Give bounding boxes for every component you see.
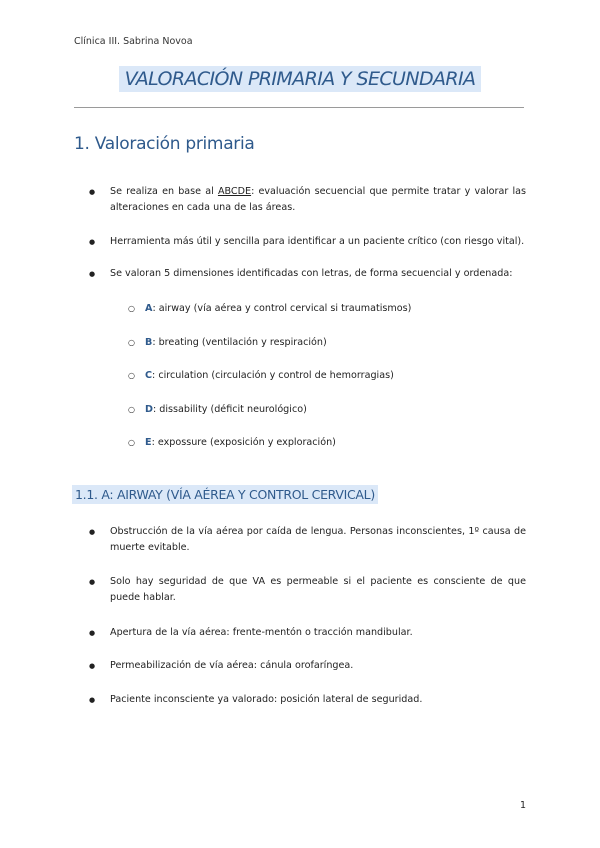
list-item: ● Permeabilización de vía aérea: cánula orofaríngea. bbox=[110, 658, 526, 674]
list-item: ● Herramienta más útil y sencilla para identificar a un paciente crítico (con riesgo vital). bbox=[110, 234, 526, 250]
list-item: ● Obstrucción de la vía aérea por caída de lengua. Personas inconscientes, 1º causa de muerte evitable. bbox=[110, 524, 526, 556]
header-note: Clínica III. Sabrina Novoa bbox=[74, 36, 193, 47]
dimension-item-e: ○ E: expossure (exposición y exploración) bbox=[145, 435, 336, 451]
list-item: ● Paciente inconsciente ya valorado: posición lateral de seguridad. bbox=[110, 692, 526, 708]
list-item: ● Se valoran 5 dimensiones identificadas con letras, de forma secuencial y ordenada: bbox=[110, 266, 526, 282]
dimension-item-c: ○ C: circulation (circulación y control de hemorragias) bbox=[145, 368, 394, 384]
title-divider bbox=[74, 107, 524, 108]
section-1-1-heading: 1.1. A: AIRWAY (VÍA AÉREA Y CONTROL CERVICAL) bbox=[72, 484, 378, 503]
list-item: ● Apertura de la vía aérea: frente-mentón o tracción mandibular. bbox=[110, 625, 526, 641]
title-container bbox=[0, 66, 600, 92]
dimension-item-a: ○ A: airway (vía aérea y control cervical si traumatismos) bbox=[145, 301, 411, 317]
dimension-item-d: ○ D: dissability (déficit neurológico) bbox=[145, 402, 307, 418]
list-item: ● Solo hay seguridad de que VA es permeable si el paciente es consciente de que puede hablar. bbox=[110, 574, 526, 606]
list-item: ● Se realiza en base al ABCDE: evaluación secuencial que permite tratar y valorar las alteraciones en cada una de las áreas. bbox=[110, 184, 526, 216]
dimension-item-b: ○ B: breating (ventilación y respiración) bbox=[145, 335, 327, 351]
section-1-heading: 1. Valoración primaria bbox=[74, 134, 255, 154]
abcde-term: ABCDE bbox=[217, 186, 252, 197]
page-number: 1 bbox=[520, 800, 527, 811]
document-title: VALORACIÓN PRIMARIA Y SECUNDARIA bbox=[119, 66, 482, 92]
